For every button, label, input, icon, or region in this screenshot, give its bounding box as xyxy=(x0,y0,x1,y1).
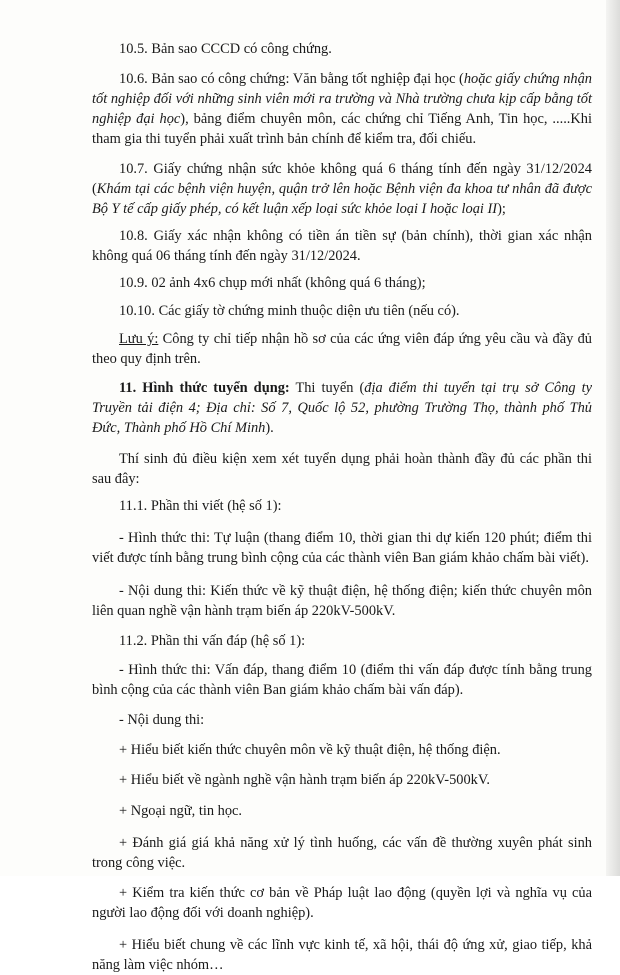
written-exam-format: - Hình thức thi: Tự luận (thang điểm 10, thời gian thi dự kiến 120 phút; điểm thi viết được tính bằng trung bình cộng của các thành viên Ban giám khảo chấm bài viết). xyxy=(92,530,592,566)
oral-content-item: + Ngoại ngữ, tin học. xyxy=(119,803,243,819)
oral-content-item: + Kiểm tra kiến thức cơ bản về Pháp luật lao động (quyền lợi và nghĩa vụ của người lao động đối với doanh nghiệp). xyxy=(92,885,592,921)
item-10-5: 10.5. Bản sao CCCD có công chứng. xyxy=(119,41,332,57)
section-11-heading: 11. Hình thức tuyển dụng: xyxy=(119,380,290,396)
item-10-7-rest: ); xyxy=(497,201,506,217)
oral-content-item: + Đánh giá giá khả năng xử lý tình huống, các vấn đề thường xuyên phát sinh trong công việc. xyxy=(92,835,592,871)
note-text: Công ty chỉ tiếp nhận hồ sơ của các ứng viên đáp ứng yêu cầu và đầy đủ theo quy định trên. xyxy=(92,331,592,367)
section-11-location: địa điểm thi tuyển tại trụ sở Công ty Truyền tải điện 4; Địa chỉ: Số 7, Quốc lộ 52, phường Trường Thọ, thành phố Thủ Đức, Thành phố Hồ Chí Minh xyxy=(92,380,592,436)
item-10-9: 10.9. 02 ảnh 4x6 chụp mới nhất (không quá 6 tháng); xyxy=(119,275,426,291)
item-10-7-note: Khám tại các bệnh viện huyện, quận trở lên hoặc Bệnh viện đa khoa tư nhân đã được Bộ Y tế cấp giấy phép, có kết luận xếp loại sức khỏe loại I hoặc loại II xyxy=(92,181,592,217)
item-10-7 xyxy=(92,159,592,219)
section-11-text: Thi tuyển ( xyxy=(289,380,365,396)
item-10-6-text: 10.6. Bản sao có công chứng: Văn bằng tốt nghiệp đại học ( xyxy=(119,71,464,87)
item-10-10: 10.10. Các giấy tờ chứng minh thuộc diện ưu tiên (nếu có). xyxy=(119,303,460,319)
subsection-11-1: 11.1. Phần thi viết (hệ số 1): xyxy=(119,498,282,514)
oral-exam-content-label: - Nội dung thi: xyxy=(119,712,205,728)
note-label: Lưu ý: xyxy=(119,331,159,347)
item-10-6-note: hoặc giấy chứng nhận tốt nghiệp đối với những sinh viên mới ra trường và Nhà trường chưa kịp cấp bằng tốt nghiệp đại học xyxy=(92,71,592,127)
item-10-7-text: 10.7. Giấy chứng nhận sức khỏe không quá 6 tháng tính đến ngày 31/12/2024 ( xyxy=(92,161,592,197)
subsection-11-2: 11.2. Phần thi vấn đáp (hệ số 1): xyxy=(119,633,306,649)
item-10-8: 10.8. Giấy xác nhận không có tiền án tiền sự (bản chính), thời gian xác nhận không quá 06 tháng tính đến ngày 31/12/2024. xyxy=(92,228,592,264)
note-paragraph xyxy=(92,329,592,369)
oral-content-item: + Hiểu biết kiến thức chuyên môn về kỹ thuật điện, hệ thống điện. xyxy=(119,742,501,758)
oral-content-item: + Hiểu biết về ngành nghề vận hành trạm biến áp 220kV-500kV. xyxy=(119,772,491,788)
page-edge-shadow xyxy=(606,0,620,876)
item-10-6 xyxy=(92,69,592,149)
intro-paragraph: Thí sinh đủ điều kiện xem xét tuyển dụng phải hoàn thành đầy đủ các phần thi sau đây: xyxy=(92,451,592,487)
oral-content-item: + Hiểu biết chung về các lĩnh vực kinh tế, xã hội, thái độ ứng xử, giao tiếp, khả năng làm việc nhóm… xyxy=(92,937,592,973)
written-exam-content: - Nội dung thi: Kiến thức về kỹ thuật điện, hệ thống điện; kiến thức chuyên môn liên quan nghề vận hành trạm biến áp 220kV-500kV. xyxy=(92,583,592,619)
item-10-6-rest: ), bảng điểm chuyên môn, các chứng chỉ Tiếng Anh, Tin học, .....Khi tham gia thi tuyển phải xuất trình bản chính để kiểm tra, đối chiếu. xyxy=(92,111,592,147)
oral-exam-format: - Hình thức thi: Vấn đáp, thang điểm 10 (điểm thi vấn đáp được tính bằng trung bình cộng của các thành viên Ban giám khảo chấm bài vấn đáp). xyxy=(92,662,592,698)
section-11 xyxy=(92,378,592,438)
section-11-rest: ). xyxy=(265,420,274,436)
